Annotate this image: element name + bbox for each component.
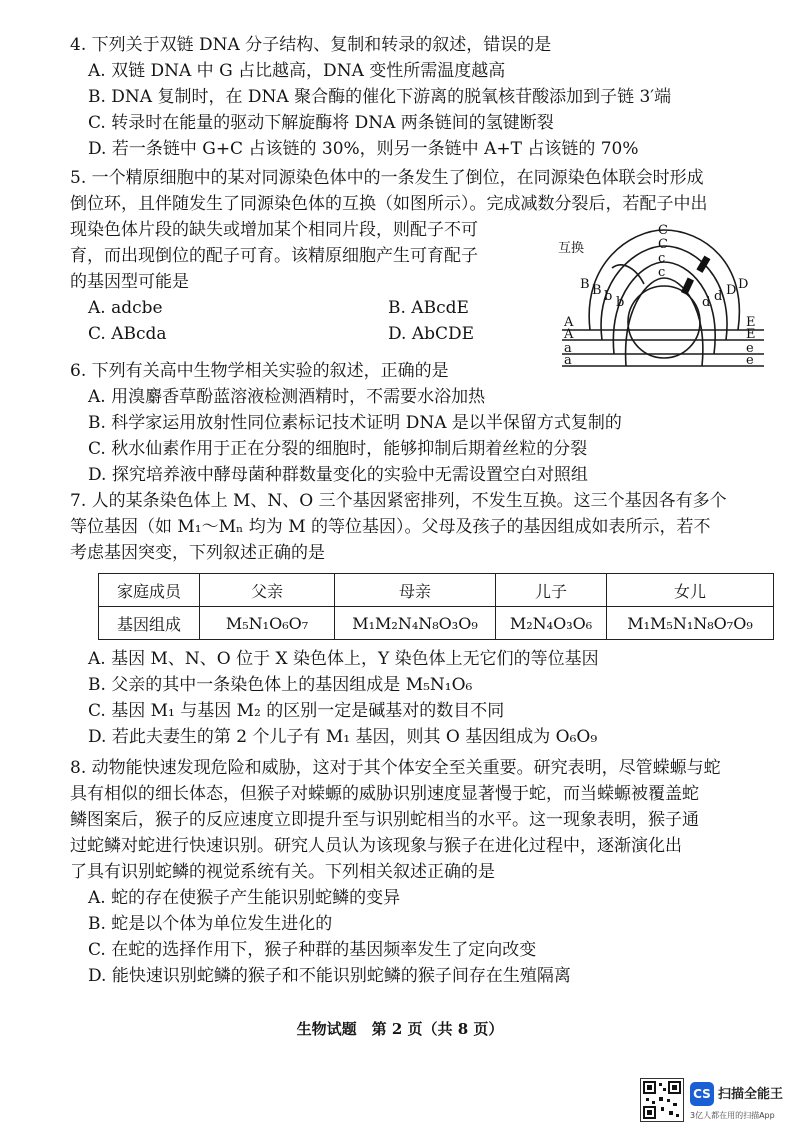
table-cell-father: M₅N₁O₆O₇ — [200, 607, 335, 640]
question-4-option-b: B. DNA 复制时，在 DNA 聚合酶的催化下游离的脱氧核苷酸添加到子链 3′端 — [88, 87, 672, 107]
diagram-label-c-3: c — [658, 251, 666, 266]
genotype-table — [98, 573, 774, 640]
table-cell-daughter: M₁M₅N₁N₈O₇O₉ — [607, 607, 774, 640]
question-4 — [70, 32, 770, 162]
camscanner-logo-icon: CS — [690, 1082, 714, 1106]
scanner-title: 扫描全能王 — [718, 1087, 784, 1102]
table-header-son: 儿子 — [496, 574, 607, 607]
diagram-label-b-2: B — [592, 283, 602, 298]
question-6-stem: 6. 下列有关高中生物学相关实验的叙述，正确的是 — [70, 361, 449, 381]
question-5-option-c: C. ABcda — [88, 324, 167, 344]
diagram-label-b-3: b — [604, 289, 613, 304]
question-5-option-b: B. ABcdE — [388, 298, 469, 318]
question-5-stem-line-5: 的基因型可能是 — [70, 272, 189, 292]
question-5-option-a: A. adcbe — [88, 298, 163, 318]
diagram-label-e-3: e — [746, 341, 754, 356]
diagram-label-e-2: E — [746, 327, 756, 342]
diagram-label-c-4: c — [658, 265, 666, 280]
question-7-option-b: B. 父亲的其中一条染色体上的基因组成是 M₅N₁O₆ — [88, 675, 473, 695]
scanner-watermark — [640, 1078, 800, 1128]
question-4-option-c: C. 转录时在能量的驱动下解旋酶将 DNA 两条链间的氢键断裂 — [88, 113, 554, 133]
page-footer: 生物试题 第 2 页（共 8 页） — [296, 1020, 504, 1038]
question-4-stem: 4. 下列关于双链 DNA 分子结构、复制和转录的叙述，错误的是 — [70, 35, 552, 55]
question-6-option-c: C. 秋水仙素作用于正在分裂的细胞时，能够抑制后期着丝粒的分裂 — [88, 439, 588, 459]
table-header-mother: 母亲 — [335, 574, 496, 607]
table-header-father: 父亲 — [200, 574, 335, 607]
question-8-option-a: A. 蛇的存在使猴子产生能识别蛇鳞的变异 — [88, 888, 401, 908]
question-8-option-c: C. 在蛇的选择作用下，猴子种群的基因频率发生了定向改变 — [88, 940, 537, 960]
question-5-stem-line-2: 倒位环，且伴随发生了同源染色体的互换（如图所示）。完成减数分裂后，若配子中出 — [70, 194, 708, 214]
table-header-daughter: 女儿 — [607, 574, 774, 607]
question-7-options — [70, 646, 770, 750]
question-5-stem-line-1: 5. 一个精原细胞中的某对同源染色体中的一条发生了倒位，在同源染色体联会时形成 — [70, 168, 704, 188]
question-8 — [70, 755, 770, 989]
diagram-label-e-1: E — [746, 315, 756, 330]
question-8-option-d: D. 能快速识别蛇鳞的猴子和不能识别蛇鳞的猴子间存在生殖隔离 — [88, 966, 571, 986]
diagram-label-d-4: d — [702, 295, 711, 310]
question-6 — [70, 358, 770, 488]
inversion-loop-diagram — [552, 222, 774, 380]
diagram-label-d-3: d — [714, 289, 723, 304]
question-7-stem-line-2: 等位基因（如 M₁～Mₙ 均为 M 的等位基因）。父母及孩子的基因组成如表所示，若不 — [70, 517, 711, 537]
question-8-option-b: B. 蛇是以个体为单位发生进化的 — [88, 914, 333, 934]
question-4-option-d: D. 若一条链中 G+C 占该链的 30%，则另一条链中 A+T 占该链的 70% — [88, 139, 639, 159]
question-8-stem-line-1: 8. 动物能快速发现危险和威胁，这对于其个体安全至关重要。研究表明，尽管蝾螈与蛇 — [70, 758, 721, 778]
question-8-stem-line-4: 过蛇鳞对蛇进行快速识别。研究人员认为该现象与猴子在进化过程中，逐渐演化出 — [70, 836, 682, 856]
question-8-stem-line-2: 具有相似的细长体态，但猴子对蝾螈的威胁识别速度显著慢于蛇，而当蝾螈被覆盖蛇 — [70, 784, 699, 804]
question-7-option-d: D. 若此夫妻生的第 2 个儿子有 M₁ 基因，则其 O 基因组成为 O₆O₉ — [88, 727, 598, 747]
question-5-stem-line-4: 育，而出现倒位的配子可育。该精原细胞产生可育配子 — [70, 246, 478, 266]
diagram-label-b-1: B — [580, 277, 590, 292]
question-4-option-a: A. 双链 DNA 中 G 占比越高，DNA 变性所需温度越高 — [88, 61, 506, 81]
diagram-label-a-4: a — [564, 353, 572, 368]
question-7-stem-line-3: 考虑基因突变，下列叙述正确的是 — [70, 543, 325, 563]
diagram-label-a-3: a — [564, 341, 572, 356]
table-row-label: 基因组成 — [99, 607, 200, 640]
question-6-option-b: B. 科学家运用放射性同位素标记技术证明 DNA 是以半保留方式复制的 — [88, 413, 622, 433]
question-7-option-a: A. 基因 M、N、O 位于 X 染色体上，Y 染色体上无它们的等位基因 — [88, 649, 599, 669]
table-header-member: 家庭成员 — [99, 574, 200, 607]
table-row — [99, 574, 774, 607]
diagram-label-b-4: b — [616, 295, 625, 310]
table-cell-son: M₂N₄O₃O₆ — [496, 607, 607, 640]
question-7-option-c: C. 基因 M₁ 与基因 M₂ 的区别一定是碱基对的数目不同 — [88, 701, 505, 721]
diagram-label-c-1: C — [658, 223, 668, 238]
table-row — [99, 607, 774, 640]
question-5-option-d: D. AbCDE — [388, 324, 475, 344]
diagram-label-d-2: D — [726, 283, 737, 298]
diagram-label-e-4: e — [746, 353, 754, 368]
diagram-label-a-1: A — [564, 315, 574, 330]
diagram-exchange-label: 互换 — [558, 241, 585, 256]
diagram-label-a-2: A — [564, 327, 574, 342]
scanner-subtitle: 3亿人都在用的扫描App — [690, 1111, 775, 1120]
question-7-stem-line-1: 7. 人的某条染色体上 M、N、O 三个基因紧密排列，不发生互换。这三个基因各有多个 — [70, 491, 727, 511]
question-8-stem-line-5: 了具有识别蛇鳞的视觉系统有关。下列相关叙述正确的是 — [70, 862, 495, 882]
question-5-stem-line-3: 现染色体片段的缺失或增加某个相同片段，则配子不可 — [70, 220, 478, 240]
diagram-label-c-2: C — [658, 237, 668, 252]
question-7 — [70, 488, 770, 566]
question-8-stem-line-3: 鳞图案后，猴子的反应速度立即提升至与识别蛇相当的水平。这一现象表明，猴子通 — [70, 810, 699, 830]
qr-code-icon — [640, 1078, 684, 1122]
question-6-option-d: D. 探究培养液中酵母菌种群数量变化的实验中无需设置空白对照组 — [88, 465, 588, 485]
question-6-option-a: A. 用溴麝香草酚蓝溶液检测酒精时，不需要水浴加热 — [88, 387, 486, 407]
table-cell-mother: M₁M₂N₄N₈O₃O₉ — [335, 607, 496, 640]
diagram-label-d-1: D — [738, 277, 749, 292]
